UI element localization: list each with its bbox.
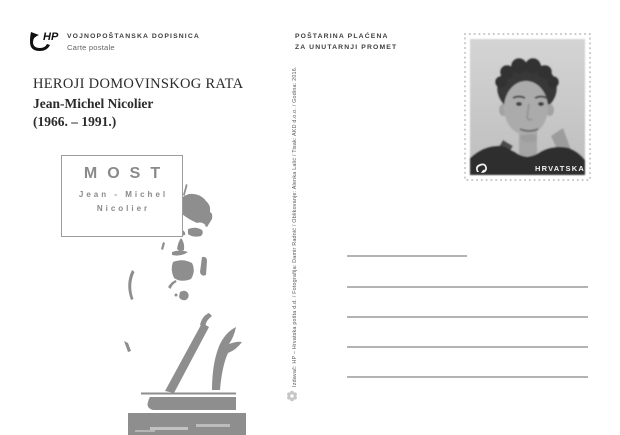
posthorn-icon: [27, 28, 65, 52]
card-type-label-fr: Carte postale: [67, 43, 115, 52]
address-line: [347, 286, 588, 288]
title-block: [33, 76, 243, 130]
imprint-credits: Izdavač: HP – Hrvatska pošta d.d. / Fotografija: Damir Radnić / Oblikovanje: Alenka Lalić / Tisak: AKD d.o.o. / Godina: 2016.: [292, 66, 298, 387]
postage-line1: POŠTARINA PLAĆENA: [295, 33, 389, 40]
hp-logo-text: HP: [43, 31, 59, 43]
sign-most-label: MOST: [83, 165, 171, 182]
card-type-label: VOJNOPOŠTANSKA DOPISNICA: [67, 33, 200, 40]
series-title: HEROJI DOMOVINSKOG RATA: [33, 76, 244, 92]
flower-icon: [286, 390, 298, 402]
stamp-portrait-image: [463, 32, 592, 182]
monument-sign: [61, 155, 183, 237]
publisher-block: [67, 33, 200, 52]
postage-stamp: [463, 32, 592, 182]
sign-name-line1: Jean - Michel: [78, 190, 169, 199]
sign-name-line2: Nicolier: [96, 204, 151, 213]
address-line: [347, 316, 588, 318]
person-name: Jean-Michel Nicolier: [33, 96, 154, 111]
address-line: [347, 346, 588, 348]
postage-paid-notice: [295, 33, 397, 51]
stamp-country-label: HRVATSKA: [534, 164, 585, 173]
address-line: [347, 376, 588, 378]
postage-line2: ZA UNUTARNJI PROMET: [295, 44, 398, 51]
person-years: (1966. – 1991.): [33, 114, 117, 129]
address-line: [347, 255, 467, 257]
